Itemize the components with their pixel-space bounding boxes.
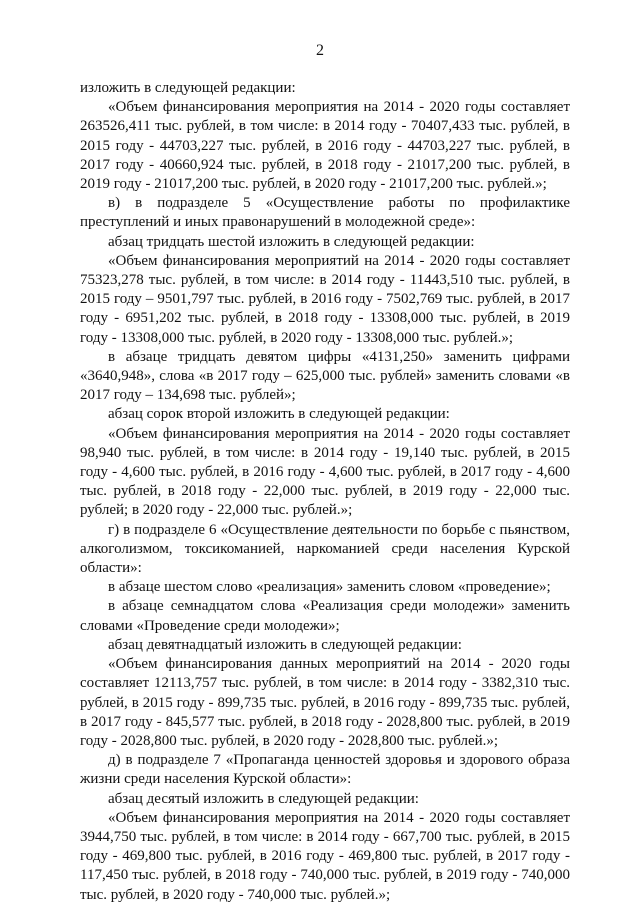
paragraph: д) в подразделе 7 «Пропаганда ценностей здоровья и здорового образа жизни среди населения Курской области»: [80, 752, 570, 788]
page-number: 2 [316, 42, 324, 59]
paragraph: абзац сорок второй изложить в следующей редакции: [108, 406, 450, 423]
paragraph: в абзаце шестом слово «реализация» заменить словом «проведение»; [108, 579, 551, 596]
paragraph: «Объем финансирования мероприятий на 2014 - 2020 годы составляет 75323,278 тыс. рублей, в том числе: в 2014 году - 11443,510 тыс. рублей, в 2015 году – 9501,797 тыс. рублей, в 2016 году - 7502,769 тыс. рублей, в 2017 году - 6951,202 тыс. рублей, в 2018 году - 13308,000 тыс. рублей, в 2019 году - 13308,000 тыс. рублей, в 2020 году - 13308,000 тыс. рублей.»; [80, 252, 570, 346]
paragraph: «Объем финансирования данных мероприятий на 2014 - 2020 годы составляет 12113,757 тыс. рублей, в том числе: в 2014 году - 3382,310 тыс. рублей, в 2015 году - 899,735 тыс. рублей, в 2016 году - 899,735 тыс. рублей, в 2017 году - 845,577 тыс. рублей, в 2018 году - 2028,800 тыс. рублей, в 2019 году - 2028,800 тыс. рублей, в 2020 году - 2028,800 тыс. рублей.»; [80, 656, 570, 749]
paragraph: «Объем финансирования мероприятия на 2014 - 2020 годы составляет 3944,750 тыс. рублей, в том числе: в 2014 году - 667,700 тыс. рублей, в 2015 году - 469,800 тыс. рублей, в 2016 году - 469,800 тыс. рублей, в 2017 году - 117,450 тыс. рублей, в 2018 году - 740,000 тыс. рублей, в 2019 году - 740,000 тыс. рублей, в 2020 году - 740,000 тыс. рублей.»; [80, 809, 570, 903]
document-body [80, 79, 570, 905]
paragraph: абзац десятый изложить в следующей редакции: [108, 790, 419, 807]
paragraph: абзац девятнадцатый изложить в следующей редакции: [108, 636, 462, 653]
paragraph: в) в подразделе 5 «Осуществление работы по профилактике преступлений и иных правонарушений в молодежной среде»: [80, 195, 570, 231]
paragraph: в абзаце тридцать девятом цифры «4131,250» заменить цифрами «3640,948», слова «в 2017 году – 625,000 тыс. рублей» заменить словами «в 2017 году – 134,698 тыс. рублей»; [80, 348, 570, 404]
paragraph: «Объем финансирования мероприятия на 2014 - 2020 годы составляет 98,940 тыс. рублей, в том числе: в 2014 году - 19,140 тыс. рублей, в 2015 году - 4,600 тыс. рублей, в 2016 году - 4,600 тыс. рублей, в 2017 году - 4,600 тыс. рублей, в 2018 году - 22,000 тыс. рублей, в 2019 году - 22,000 тыс. рублей; в 2020 году - 22,000 тыс. рублей.»; [80, 425, 570, 519]
paragraph-intro: изложить в следующей редакции: [80, 80, 296, 96]
paragraph: «Объем финансирования мероприятия на 2014 - 2020 годы составляет 263526,411 тыс. рублей, в том числе: в 2014 году - 70407,433 тыс. рублей, в 2015 году - 44703,227 тыс. рублей, в 2016 году - 44703,227 тыс. рублей, в 2017 году - 40660,924 тыс. рублей, в 2018 году - 21017,200 тыс. рублей, в 2019 году - 21017,200 тыс. рублей, в 2020 году - 21017,200 тыс. рублей.»; [80, 99, 570, 193]
paragraph: г) в подразделе 6 «Осуществление деятельности по борьбе с пьянством, алкоголизмом, токсикоманией, наркоманией среди населения Курской области»: [80, 521, 570, 577]
paragraph: в абзаце семнадцатом слова «Реализация среди молодежи» заменить словами «Проведение среди молодежи»; [80, 598, 570, 634]
paragraph: абзац тридцать шестой изложить в следующей редакции: [108, 233, 475, 250]
